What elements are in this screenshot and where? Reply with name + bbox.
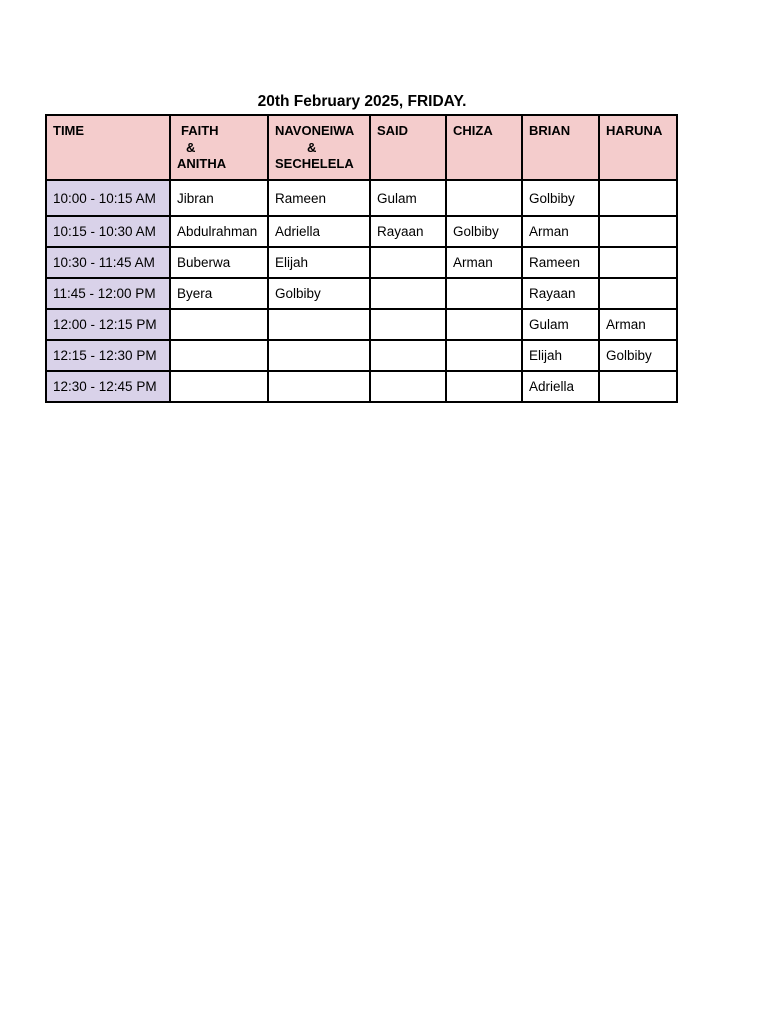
- said-cell: Rayaan: [370, 216, 446, 247]
- schedule-table: [45, 114, 678, 403]
- header-faith-anitha: [170, 115, 268, 180]
- header-said: SAID: [370, 115, 446, 180]
- brian-cell: Gulam: [522, 309, 599, 340]
- navoneiwa-sechelela-cell: Elijah: [268, 247, 370, 278]
- table-row: [46, 247, 677, 278]
- header-nav-line3: SECHELELA: [275, 156, 354, 171]
- table-row: [46, 216, 677, 247]
- navoneiwa-sechelela-cell: Golbiby: [268, 278, 370, 309]
- navoneiwa-sechelela-cell: Adriella: [268, 216, 370, 247]
- header-time: TIME: [46, 115, 170, 180]
- time-slot-cell: 12:15 - 12:30 PM: [46, 340, 170, 371]
- table-row: [46, 278, 677, 309]
- header-faith-line1: FAITH: [181, 123, 219, 138]
- haruna-cell: [599, 180, 677, 216]
- chiza-cell: Golbiby: [446, 216, 522, 247]
- chiza-cell: [446, 278, 522, 309]
- brian-cell: Rayaan: [522, 278, 599, 309]
- faith-anitha-cell: Jibran: [170, 180, 268, 216]
- brian-cell: Rameen: [522, 247, 599, 278]
- header-faith-line2: &: [186, 139, 196, 155]
- time-slot-cell: 12:30 - 12:45 PM: [46, 371, 170, 402]
- header-chiza: CHIZA: [446, 115, 522, 180]
- table-row: [46, 371, 677, 402]
- said-cell: Gulam: [370, 180, 446, 216]
- said-cell: [370, 309, 446, 340]
- said-cell: [370, 278, 446, 309]
- table-row: [46, 340, 677, 371]
- haruna-cell: Arman: [599, 309, 677, 340]
- faith-anitha-cell: [170, 340, 268, 371]
- haruna-cell: [599, 216, 677, 247]
- time-slot-cell: 12:00 - 12:15 PM: [46, 309, 170, 340]
- chiza-cell: Arman: [446, 247, 522, 278]
- said-cell: [370, 340, 446, 371]
- navoneiwa-sechelela-cell: [268, 371, 370, 402]
- said-cell: [370, 247, 446, 278]
- faith-anitha-cell: [170, 309, 268, 340]
- navoneiwa-sechelela-cell: Rameen: [268, 180, 370, 216]
- navoneiwa-sechelela-cell: [268, 340, 370, 371]
- chiza-cell: [446, 371, 522, 402]
- haruna-cell: [599, 247, 677, 278]
- header-nav-line1: NAVONEIWA: [275, 123, 355, 138]
- haruna-cell: [599, 371, 677, 402]
- table-row: [46, 309, 677, 340]
- haruna-cell: [599, 278, 677, 309]
- page-title: 20th February 2025, FRIDAY.: [257, 93, 467, 110]
- brian-cell: Adriella: [522, 371, 599, 402]
- chiza-cell: [446, 340, 522, 371]
- navoneiwa-sechelela-cell: [268, 309, 370, 340]
- haruna-cell: Golbiby: [599, 340, 677, 371]
- brian-cell: Elijah: [522, 340, 599, 371]
- table-row: [46, 180, 677, 216]
- chiza-cell: [446, 309, 522, 340]
- header-faith-line3: ANITHA: [177, 156, 227, 171]
- time-slot-cell: 11:45 - 12:00 PM: [46, 278, 170, 309]
- faith-anitha-cell: Byera: [170, 278, 268, 309]
- said-cell: [370, 371, 446, 402]
- header-navoneiwa-sechelela: [268, 115, 370, 180]
- header-brian: BRIAN: [522, 115, 599, 180]
- faith-anitha-cell: [170, 371, 268, 402]
- time-slot-cell: 10:15 - 10:30 AM: [46, 216, 170, 247]
- header-haruna: HARUNA: [599, 115, 677, 180]
- header-nav-line2: &: [307, 139, 317, 155]
- faith-anitha-cell: Buberwa: [170, 247, 268, 278]
- time-slot-cell: 10:00 - 10:15 AM: [46, 180, 170, 216]
- header-row: [46, 115, 677, 180]
- brian-cell: Arman: [522, 216, 599, 247]
- chiza-cell: [446, 180, 522, 216]
- time-slot-cell: 10:30 - 11:45 AM: [46, 247, 170, 278]
- brian-cell: Golbiby: [522, 180, 599, 216]
- faith-anitha-cell: Abdulrahman: [170, 216, 268, 247]
